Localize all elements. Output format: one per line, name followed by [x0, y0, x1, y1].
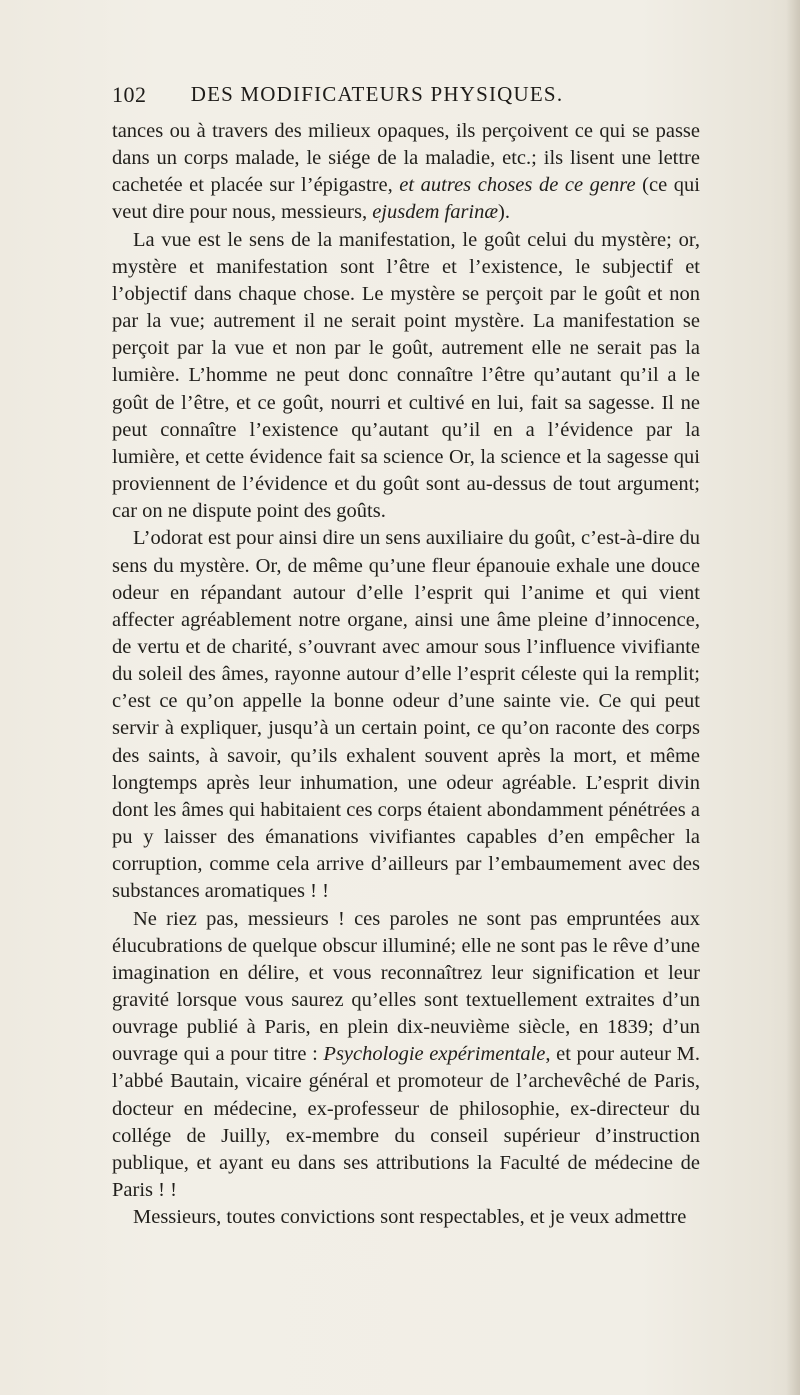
italic-text: Psychologie expérimentale [323, 1043, 546, 1066]
page-header [112, 82, 642, 112]
page-edge-shadow [786, 0, 800, 1395]
paragraph [112, 118, 700, 227]
text-run: (ce qui veut dire pour nous, messieurs, [112, 174, 700, 224]
paragraph [112, 1204, 700, 1231]
text-run: tances ou à travers des milieux opaques, ils perçoivent ce qui se passe dans un corps malade, le siége de la maladie, etc.; ils lisent une lettre cachetée et placée sur l’épigastre, [112, 120, 700, 197]
text-run: , et pour auteur M. l’abbé Bautain, vicaire général et promoteur de l’archevêché de Paris, docteur en médecine, ex-professeur de philosophie, ex-directeur du collége de Juilly, ex-membre du conseil supérieur d’instruction publique, et ayant eu dans ses attributions la Faculté de médecine de Paris ! ! [112, 1043, 700, 1202]
italic-text: et autres choses de ce genre [399, 174, 636, 197]
paragraph [112, 227, 700, 526]
running-head: DES MODIFICATEURS PHYSIQUES. [190, 82, 564, 106]
paragraph [112, 906, 700, 1205]
body-text [112, 118, 700, 1231]
italic-text: ejusdem farinæ [372, 201, 499, 224]
text-run: ). [498, 201, 510, 224]
text-run: Ne riez pas, messieurs ! ces paroles ne sont pas empruntées aux élucubrations de quelque obscur illuminé; elle ne sont pas le rêve d’une imagination en délire, et vous reconnaîtrez leur signification et leur gravité lorsque vous saurez qu’elles sont textuellement extraites d’un ouvrage publié à Paris, en plein dix-neuvième siècle, en 1839; d’un ouvrage qui a pour titre : [112, 907, 700, 1066]
text-run: L’odorat est pour ainsi dire un sens auxiliaire du goût, c’est-à-dire du sens du mystère. Or, de même qu’une fleur épanouie exhale une douce odeur en répandant autour d’elle l’esprit qui l’anime et qui vient affecter agréablement notre organe, ainsi une âme pleine d’innocence, de vertu et de charité, s’ouvrant avec amour sous l’influence vivifiante du soleil des âmes, rayonne autour d’elle l’esprit céleste qui la remplit; c’est ce qu’on appelle la bonne odeur d’une sainte vie. Ce qui peut servir à expliquer, jusqu’à un certain point, ce qu’on raconte des corps des saints, à savoir, qu’ils exhalent souvent après la mort, et même longtemps après leur inhumation, une odeur agréable. L’esprit divin dont les âmes qui habitaient ces corps étaient abondamment pénétrées a pu y laisser des émanations vivifiantes capables d’en empêcher la corruption, comme cela arrive d’ailleurs par l’embaumement avec des substances aromatiques ! ! [112, 527, 700, 903]
text-run: La vue est le sens de la manifestation, le goût celui du mystère; or, mystère et manifestation sont l’être et l’existence, le subjectif et l’objectif dans chaque chose. Le mystère se perçoit par le goût et non par la vue; autrement il ne serait point mystère. La manifestation se perçoit par la vue et non par le goût, autrement elle ne serait pas la lumière. L’homme ne peut donc connaître l’être qu’autant qu’il a le goût de l’être, et ce goût, nourri et cultivé en lui, fait sa sagesse. Il ne peut connaître l’existence qu’autant qu’il en a l’évidence par la lumière, et cette évidence fait sa science Or, la science et la sagesse qui proviennent de l’évidence et du goût sont au-dessus de tout argument; car on ne dispute point des goûts. [112, 228, 700, 523]
text-run: Messieurs, toutes convictions sont respectables, et je veux admettre [133, 1206, 687, 1229]
page-number: 102 [112, 82, 147, 107]
paragraph [112, 525, 700, 905]
